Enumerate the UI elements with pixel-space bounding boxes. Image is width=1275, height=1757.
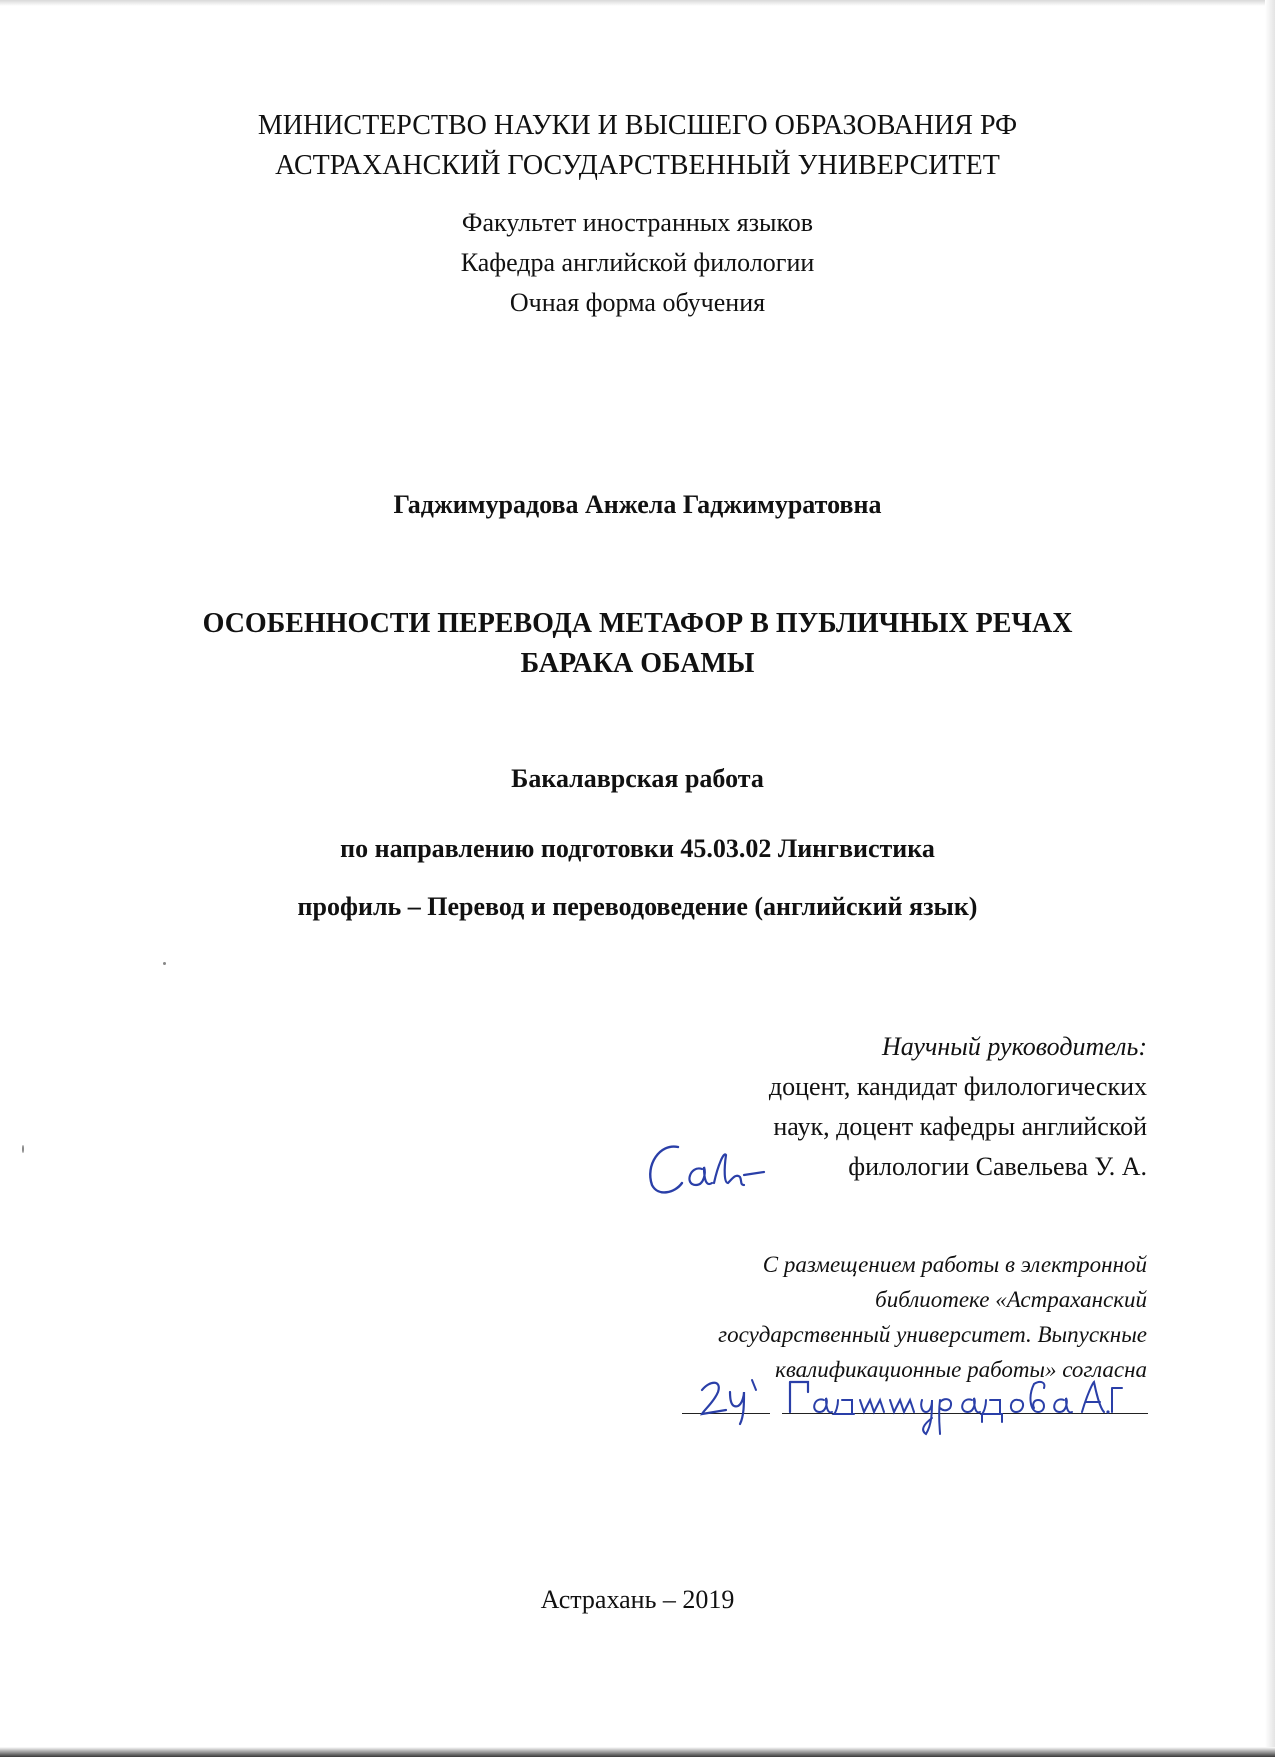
- department-line: Кафедра английской филологии: [460, 248, 815, 277]
- scan-speck: [163, 962, 166, 965]
- study-form-line: Очная форма обучения: [509, 288, 766, 317]
- thesis-title-line1: ОСОБЕННОСТИ ПЕРЕВОДА МЕТАФОР В ПУБЛИЧНЫХ РЕЧАХ: [202, 608, 1073, 639]
- work-type: Бакалаврская работа: [511, 764, 764, 793]
- faculty-line: Факультет иностранных языков: [461, 208, 814, 237]
- supervisor-line2: наук, доцент кафедры английской: [773, 1112, 1147, 1141]
- consent-line2: библиотеке «Астраханский: [875, 1287, 1147, 1312]
- thesis-title-line2: БАРАКА ОБАМЫ: [520, 648, 755, 679]
- scan-edge-bottom: [0, 1747, 1275, 1757]
- consent-line3: государственный университет. Выпускные: [718, 1322, 1147, 1347]
- supervisor-line1: доцент, кандидат филологических: [768, 1072, 1147, 1101]
- ministry-line: МИНИСТЕРСТВО НАУКИ И ВЫСШЕГО ОБРАЗОВАНИЯ РФ: [257, 110, 1018, 141]
- city-year: Астрахань – 2019: [540, 1585, 735, 1614]
- consent-line1: С размещением работы в электронной: [762, 1252, 1147, 1277]
- supervisor-line3: филологии Савельева У. А.: [848, 1152, 1147, 1181]
- work-direction: по направлению подготовки 45.03.02 Лингвистика: [340, 834, 935, 863]
- author-name: Гаджимурадова Анжела Гаджимуратовна: [393, 490, 882, 519]
- author-signature-mark: [696, 1370, 776, 1430]
- university-line: АСТРАХАНСКИЙ ГОСУДАРСТВЕННЫЙ УНИВЕРСИТЕТ: [275, 150, 1000, 181]
- supervisor-signature: [640, 1135, 770, 1205]
- supervisor-label: Научный руководитель:: [881, 1032, 1147, 1061]
- consent-line4: квалификационные работы» согласна: [775, 1357, 1147, 1382]
- author-signature-name: [782, 1368, 1122, 1440]
- scan-edge-top: [0, 0, 1275, 6]
- work-profile: профиль – Перевод и переводоведение (английский язык): [297, 892, 978, 921]
- scan-speck: [22, 1145, 24, 1153]
